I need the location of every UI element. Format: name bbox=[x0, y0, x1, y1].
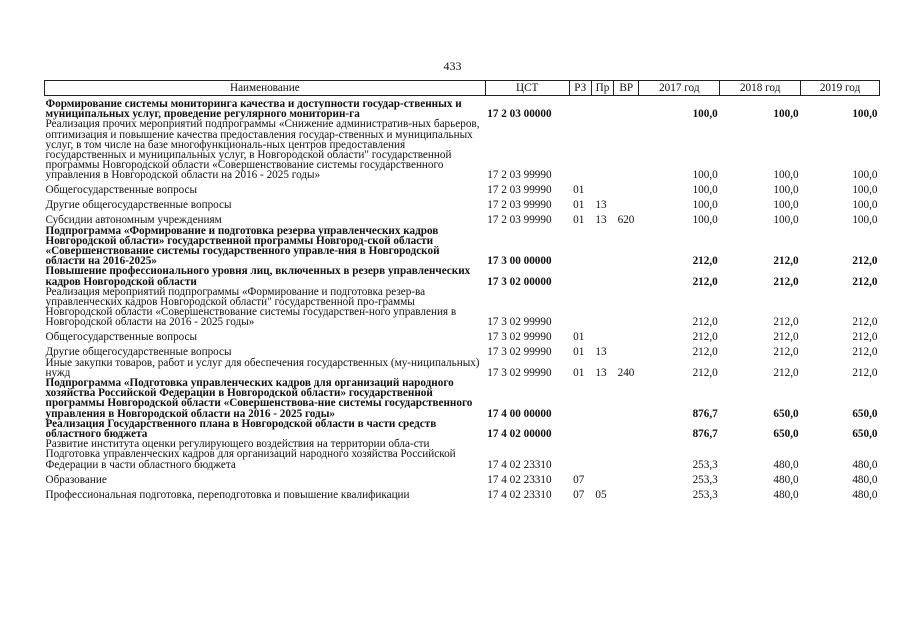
row-2019: 100,0 bbox=[852, 199, 878, 212]
row-2019: 480,0 bbox=[852, 458, 878, 471]
row-cst: 17 4 00 00000 bbox=[487, 407, 552, 420]
table-row bbox=[45, 378, 880, 419]
row-name: Общегосударственные вопросы bbox=[45, 331, 198, 344]
row-2017: 212,0 bbox=[692, 316, 718, 329]
row-rz: 07 bbox=[573, 473, 585, 486]
row-2019: 480,0 bbox=[852, 473, 878, 486]
row-rz: 01 bbox=[573, 331, 585, 344]
row-vr bbox=[614, 439, 639, 470]
row-name: Образование bbox=[45, 473, 107, 486]
row-2017: 212,0 bbox=[692, 275, 718, 288]
row-vr bbox=[614, 119, 639, 180]
row-cst: 17 2 03 00000 bbox=[487, 108, 552, 121]
row-rz: 01 bbox=[573, 184, 585, 197]
row-2017: 253,3 bbox=[692, 488, 718, 501]
table-header-row bbox=[45, 81, 880, 96]
table-row bbox=[45, 119, 880, 180]
row-2018: 480,0 bbox=[773, 488, 799, 501]
row-2019: 212,0 bbox=[852, 255, 878, 268]
row-cst: 17 2 03 99990 bbox=[487, 184, 552, 197]
row-2019: 212,0 bbox=[852, 331, 878, 344]
table-row bbox=[45, 485, 880, 500]
row-rz bbox=[569, 439, 591, 470]
row-2019: 212,0 bbox=[852, 346, 878, 359]
row-vr bbox=[614, 266, 639, 286]
row-vr bbox=[614, 196, 639, 211]
header-2019: 2019 год bbox=[801, 81, 880, 96]
table-row bbox=[45, 96, 880, 120]
row-2018: 480,0 bbox=[773, 473, 799, 486]
row-pr: 05 bbox=[595, 488, 607, 501]
row-pr bbox=[591, 266, 613, 286]
row-rz bbox=[569, 378, 591, 419]
row-pr bbox=[591, 96, 613, 120]
row-pr bbox=[591, 439, 613, 470]
row-cst: 17 3 02 99990 bbox=[487, 316, 552, 329]
table-row bbox=[45, 439, 880, 470]
row-vr: 620 bbox=[617, 214, 635, 227]
row-2019: 100,0 bbox=[852, 184, 878, 197]
row-2017: 253,3 bbox=[692, 458, 718, 471]
row-rz: 01 bbox=[573, 214, 585, 227]
row-cst: 17 3 00 00000 bbox=[487, 255, 552, 268]
row-name: Повышение профессионального уровня лиц, включенных в резерв управленческих кадров Новгородской области bbox=[45, 265, 471, 288]
header-2018: 2018 год bbox=[720, 81, 801, 96]
header-pr: Пр bbox=[591, 81, 613, 96]
row-vr bbox=[614, 287, 639, 328]
row-vr bbox=[614, 226, 639, 267]
row-cst: 17 3 02 99990 bbox=[487, 366, 552, 379]
row-rz: 07 bbox=[573, 488, 585, 501]
row-name: Реализация Государственного плана в Новгородской области в части средств областного бюджета bbox=[45, 417, 437, 441]
row-2018: 212,0 bbox=[773, 316, 799, 329]
row-2018: 100,0 bbox=[773, 108, 799, 121]
table-row bbox=[45, 196, 880, 211]
row-2018: 650,0 bbox=[773, 407, 799, 420]
row-name: Формирование системы мониторинга качества и доступности государ-ственных и муниципальных услуг, проведение регулярного мониторин-га bbox=[45, 98, 462, 121]
row-2018: 650,0 bbox=[773, 428, 799, 441]
row-pr: 13 bbox=[595, 214, 607, 227]
row-name: Профессиональная подготовка, переподготовка и повышение квалификации bbox=[45, 488, 410, 501]
row-cst: 17 3 02 99990 bbox=[487, 346, 552, 359]
row-2019: 212,0 bbox=[852, 316, 878, 329]
table-row bbox=[45, 328, 880, 343]
row-2019: 650,0 bbox=[852, 428, 878, 441]
row-cst: 17 2 03 99990 bbox=[487, 214, 552, 227]
row-2019: 480,0 bbox=[852, 488, 878, 501]
row-cst: 17 2 03 99990 bbox=[487, 199, 552, 212]
row-2018: 100,0 bbox=[773, 184, 799, 197]
row-rz bbox=[569, 96, 591, 120]
row-2018: 480,0 bbox=[773, 458, 799, 471]
table-row bbox=[45, 419, 880, 439]
row-pr: 13 bbox=[595, 346, 607, 359]
row-name: Подпрограмма «Подготовка управленческих кадров для организаций народного хозяйства Российской Федерации в Новгородской области» государственной программы Новгородской области «Совершенствова-ние системы государственного управления в Новгородской области на 2016 - 2025 годы» bbox=[45, 377, 473, 420]
row-vr bbox=[614, 343, 639, 358]
row-vr bbox=[614, 485, 639, 500]
row-2018: 100,0 bbox=[773, 199, 799, 212]
row-name: Подпрограмма «Формирование и подготовка резерва управленческих кадров Новгородской области» государственной программы Новгород-ской области «Совершенствование системы государственного управле-ния в Новгородской области на 2016-2025» bbox=[45, 224, 440, 268]
row-2017: 212,0 bbox=[692, 331, 718, 344]
row-2017: 100,0 bbox=[692, 108, 718, 121]
row-2017: 100,0 bbox=[692, 169, 718, 182]
row-2017: 212,0 bbox=[692, 255, 718, 268]
page-number: 433 bbox=[443, 59, 462, 73]
row-name: Реализация мероприятий подпрограммы «Формирование и подготовка резер-ва управленческих кадров Новгородской области" государственной про-граммы Новгородской области «Совершенствование системы государствен-ного управления в Новгородской области на 2016 - 2025 годы» bbox=[45, 285, 457, 329]
row-2018: 212,0 bbox=[773, 255, 799, 268]
table-row bbox=[45, 358, 880, 378]
table-row bbox=[45, 343, 880, 358]
row-rz bbox=[569, 266, 591, 286]
row-vr bbox=[614, 419, 639, 439]
row-2017: 100,0 bbox=[692, 184, 718, 197]
row-2017: 100,0 bbox=[692, 214, 718, 227]
budget-table bbox=[44, 80, 880, 500]
row-name: Другие общегосударственные вопросы bbox=[45, 346, 232, 359]
table-row bbox=[45, 287, 880, 328]
row-cst: 17 4 02 23310 bbox=[487, 488, 552, 501]
table-row bbox=[45, 470, 880, 485]
row-2018: 100,0 bbox=[773, 214, 799, 227]
row-rz bbox=[569, 226, 591, 267]
row-2017: 876,7 bbox=[692, 407, 718, 420]
row-rz: 01 bbox=[573, 346, 585, 359]
row-name: Развитие института оценки регулирующего воздействия на территории обла-сти Подготовка управленческих кадров для организаций народного хозяйства Российской Федерации в части областного бюджета bbox=[45, 438, 456, 471]
row-2017: 253,3 bbox=[692, 473, 718, 486]
table-row bbox=[45, 181, 880, 196]
row-vr bbox=[614, 328, 639, 343]
row-vr bbox=[614, 470, 639, 485]
row-pr bbox=[591, 470, 613, 485]
header-vr: ВР bbox=[614, 81, 639, 96]
row-pr bbox=[591, 226, 613, 267]
row-cst: 17 2 03 99990 bbox=[487, 169, 552, 182]
row-2019: 100,0 bbox=[852, 169, 878, 182]
row-rz: 01 bbox=[573, 366, 585, 379]
row-vr: 240 bbox=[617, 366, 635, 379]
row-2017: 100,0 bbox=[692, 199, 718, 212]
row-pr bbox=[591, 419, 613, 439]
row-2018: 212,0 bbox=[773, 331, 799, 344]
row-2018: 212,0 bbox=[773, 275, 799, 288]
row-2017: 212,0 bbox=[692, 346, 718, 359]
row-vr bbox=[614, 378, 639, 419]
row-name: Реализация прочих мероприятий подпрограммы «Снижение административ-ных барьеров, оптимизация и повышение качества предоставления государ-ственных и муниципальных услуг, в том числе на базе многофункциональ-ных центров предоставления государственных и муниципальных услуг, в Новгородской области" государственной программы Новгородской области «Совершенствование системы государственного управления в Новгородской области на 2016 - 2025 годы» bbox=[45, 118, 480, 182]
row-2019: 100,0 bbox=[852, 108, 878, 121]
row-name: Субсидии автономным учреждениям bbox=[45, 214, 222, 227]
row-pr: 13 bbox=[595, 366, 607, 379]
row-name: Другие общегосударственные вопросы bbox=[45, 199, 232, 212]
header-name: Наименование bbox=[45, 81, 486, 96]
row-rz bbox=[569, 119, 591, 180]
row-name: Иные закупки товаров, работ и услуг для обеспечения государственных (му-ниципальных) нужд bbox=[45, 356, 480, 379]
row-cst: 17 3 02 99990 bbox=[487, 331, 552, 344]
row-vr bbox=[614, 181, 639, 196]
header-cst: ЦСТ bbox=[485, 81, 569, 96]
row-rz bbox=[569, 419, 591, 439]
row-cst: 17 3 02 00000 bbox=[487, 275, 552, 288]
row-2018: 212,0 bbox=[773, 366, 799, 379]
row-vr bbox=[614, 96, 639, 120]
row-2019: 212,0 bbox=[852, 366, 878, 379]
row-pr bbox=[591, 378, 613, 419]
table-row bbox=[45, 211, 880, 226]
row-cst: 17 4 02 23310 bbox=[487, 473, 552, 486]
row-2019: 650,0 bbox=[852, 407, 878, 420]
row-2018: 100,0 bbox=[773, 169, 799, 182]
table-row bbox=[45, 266, 880, 286]
row-pr bbox=[591, 181, 613, 196]
row-2017: 876,7 bbox=[692, 428, 718, 441]
row-2018: 212,0 bbox=[773, 346, 799, 359]
row-cst: 17 4 02 23310 bbox=[487, 458, 552, 471]
row-2017: 212,0 bbox=[692, 366, 718, 379]
row-pr: 13 bbox=[595, 199, 607, 212]
row-rz: 01 bbox=[573, 199, 585, 212]
row-pr bbox=[591, 328, 613, 343]
row-cst: 17 4 02 00000 bbox=[487, 428, 552, 441]
table-row bbox=[45, 226, 880, 267]
header-2017: 2017 год bbox=[639, 81, 720, 96]
row-name: Общегосударственные вопросы bbox=[45, 184, 198, 197]
row-pr bbox=[591, 119, 613, 180]
header-rz: РЗ bbox=[569, 81, 591, 96]
row-pr bbox=[591, 287, 613, 328]
row-2019: 100,0 bbox=[852, 214, 878, 227]
row-rz bbox=[569, 287, 591, 328]
row-2019: 212,0 bbox=[852, 275, 878, 288]
